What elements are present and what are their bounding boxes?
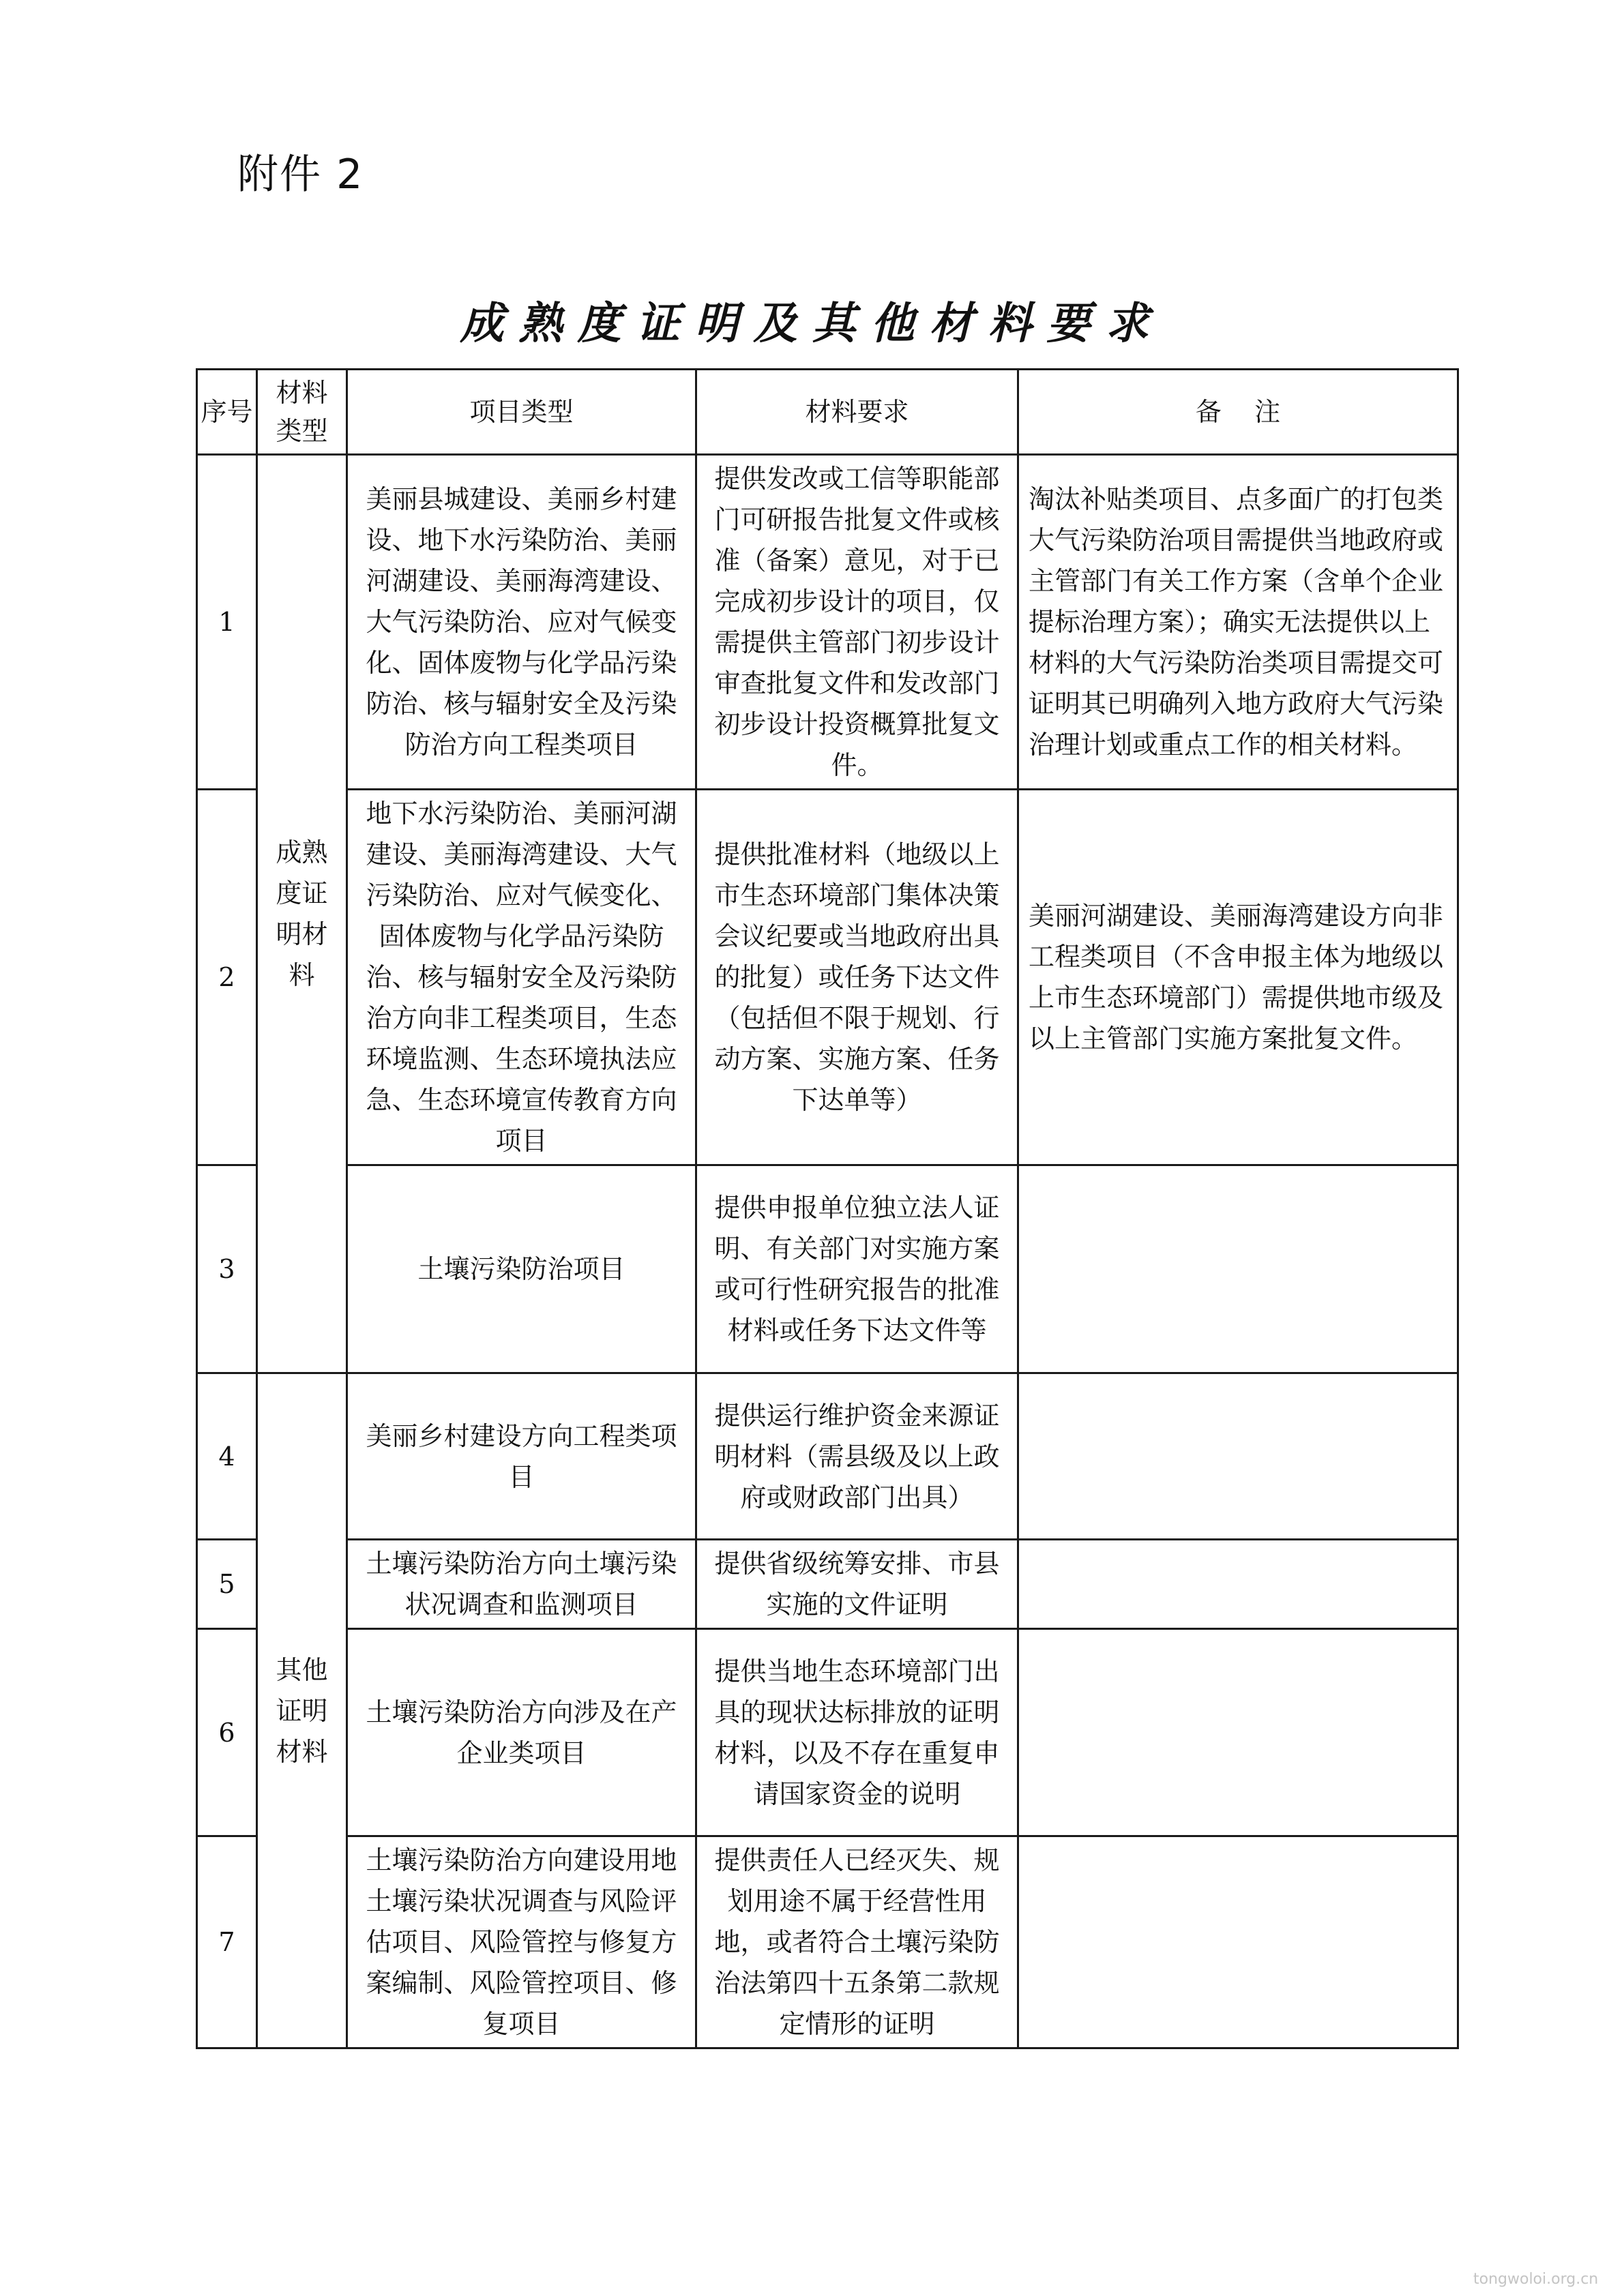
row-project-type: 土壤污染防治项目 (347, 1165, 696, 1373)
header-project-type: 项目类型 (347, 370, 696, 455)
attachment-label: 附件 2 (237, 151, 364, 198)
row-remark: 淘汰补贴类项目、点多面广的打包类大气污染防治项目需提供当地政府或主管部门有关工作方案（含单个企业提标治理方案）；确实无法提供以上材料的大气污染防治类项目需提交可证明其已明确列入地方政府大气污染治理计划或重点工作的相关材料。 (1018, 455, 1458, 790)
row-requirement: 提供当地生态环境部门出具的现状达标排放的证明材料，以及不存在重复申请国家资金的说明 (696, 1629, 1018, 1836)
table-row (197, 1836, 1458, 2048)
header-remark: 备 注 (1018, 370, 1458, 455)
row-requirement: 提供运行维护资金来源证明材料（需县级及以上政府或财政部门出具） (696, 1373, 1018, 1540)
row-requirement: 提供申报单位独立法人证明、有关部门对实施方案或可行性研究报告的批准材料或任务下达文件等 (696, 1165, 1018, 1373)
row-project-type: 土壤污染防治方向土壤污染状况调查和监测项目 (347, 1540, 696, 1629)
row-seq: 5 (197, 1540, 257, 1629)
material-group-other: 其他证明材料 (257, 1373, 347, 2048)
row-remark: 美丽河湖建设、美丽海湾建设方向非工程类项目（不含申报主体为地级以上市生态环境部门）需提供地市级及以上主管部门实施方案批复文件。 (1018, 790, 1458, 1165)
row-seq: 4 (197, 1373, 257, 1540)
table-row (197, 1165, 1458, 1373)
row-seq: 1 (197, 455, 257, 790)
table-row (197, 1540, 1458, 1629)
document-title: 成熟度证明及其他材料要求 (460, 298, 1164, 349)
table-row (197, 1629, 1458, 1836)
header-requirement: 材料要求 (696, 370, 1018, 455)
row-remark (1018, 1629, 1458, 1836)
row-seq: 2 (197, 790, 257, 1165)
table-row (197, 790, 1458, 1165)
row-requirement: 提供发改或工信等职能部门可研报告批复文件或核准（备案）意见，对于已完成初步设计的项目，仅需提供主管部门初步设计审查批复文件和发改部门初步设计投资概算批复文件。 (696, 455, 1018, 790)
row-remark (1018, 1373, 1458, 1540)
row-project-type: 美丽乡村建设方向工程类项目 (347, 1373, 696, 1540)
row-project-type: 土壤污染防治方向建设用地土壤污染状况调查与风险评估项目、风险管控与修复方案编制、风险管控项目、修复项目 (347, 1836, 696, 2048)
row-remark (1018, 1165, 1458, 1373)
row-requirement: 提供批准材料（地级以上市生态环境部门集体决策会议纪要或当地政府出具的批复）或任务下达文件（包括但不限于规划、行动方案、实施方案、任务下达单等） (696, 790, 1018, 1165)
row-seq: 7 (197, 1836, 257, 2048)
row-remark (1018, 1836, 1458, 2048)
row-project-type: 土壤污染防治方向涉及在产企业类项目 (347, 1629, 696, 1836)
row-remark (1018, 1540, 1458, 1629)
table-row (197, 455, 1458, 790)
row-seq: 3 (197, 1165, 257, 1373)
header-seq: 序号 (197, 370, 257, 455)
watermark: tongwoloi.org.cn (1473, 2271, 1599, 2288)
row-requirement: 提供省级统筹安排、市县实施的文件证明 (696, 1540, 1018, 1629)
row-project-type: 美丽县城建设、美丽乡村建设、地下水污染防治、美丽河湖建设、美丽海湾建设、大气污染防治、应对气候变化、固体废物与化学品污染防治、核与辐射安全及污染防治方向工程类项目 (347, 455, 696, 790)
requirements-table (196, 368, 1459, 2049)
row-requirement: 提供责任人已经灭失、规划用途不属于经营性用地，或者符合土壤污染防治法第四十五条第二款规定情形的证明 (696, 1836, 1018, 2048)
table-row (197, 1373, 1458, 1540)
material-group-maturity: 成熟度证明材料 (257, 455, 347, 1373)
row-seq: 6 (197, 1629, 257, 1836)
header-material-type: 材料类型 (257, 370, 347, 455)
table-header-row (197, 370, 1458, 455)
row-project-type: 地下水污染防治、美丽河湖建设、美丽海湾建设、大气污染防治、应对气候变化、固体废物与化学品污染防治、核与辐射安全及污染防治方向非工程类项目，生态环境监测、生态环境执法应急、生态环境宣传教育方向项目 (347, 790, 696, 1165)
